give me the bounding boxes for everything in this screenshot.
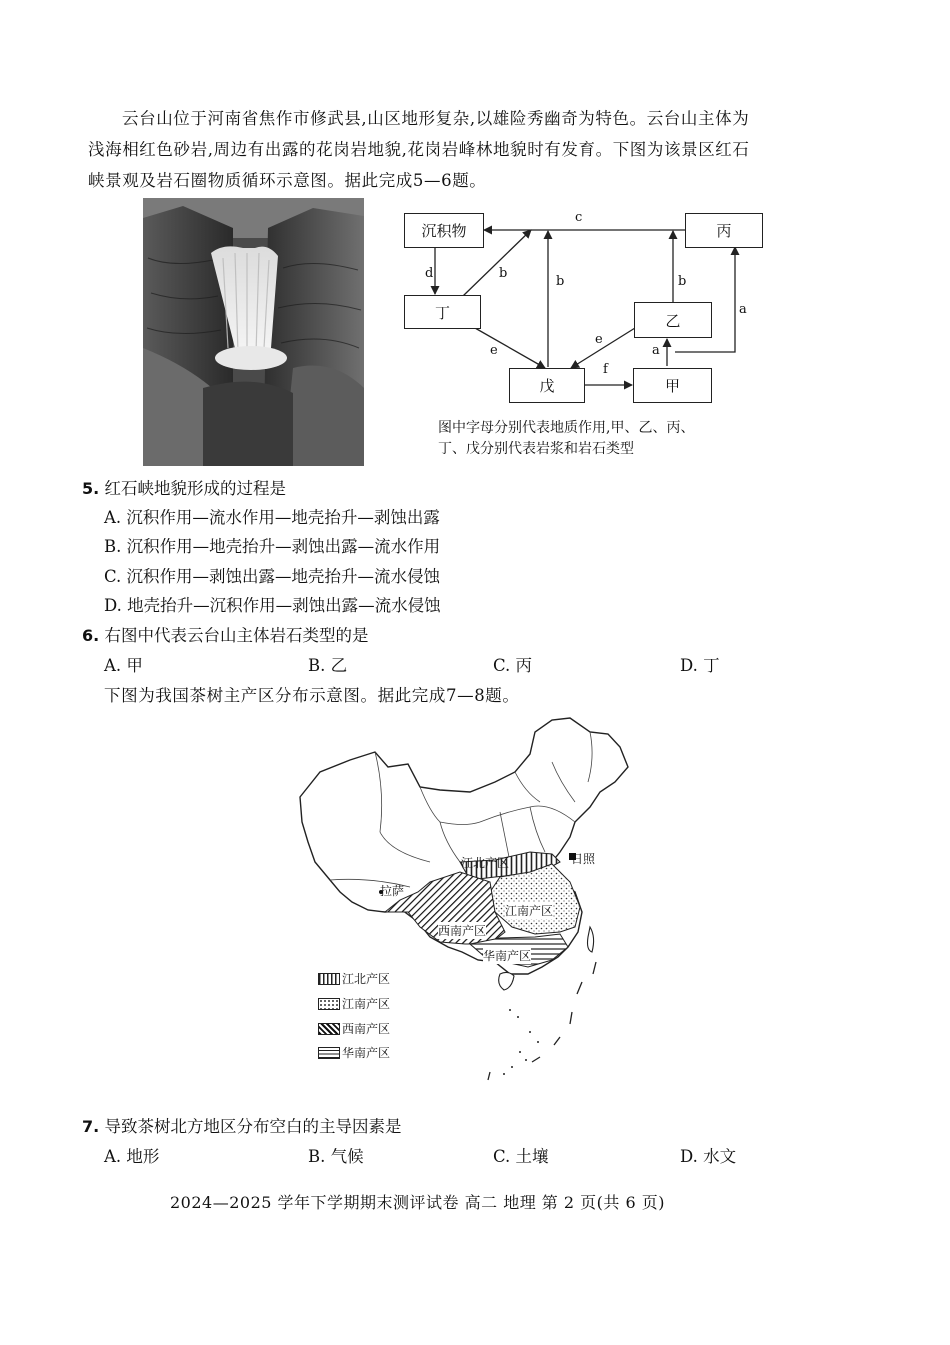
map-label-xinan: 西南产区 — [438, 924, 487, 938]
diagram-caption — [438, 418, 694, 460]
arrow-label-b-3: b — [678, 274, 687, 289]
intro-paragraph — [88, 103, 750, 196]
box-yi: 乙 — [634, 302, 712, 338]
diagram-caption-line-2: 丁、戊分别代表岩浆和岩石类型 — [438, 441, 634, 457]
legend-xinan — [318, 1020, 390, 1037]
legend-label: 江南产区 — [342, 997, 391, 1011]
question-6-stem — [82, 624, 368, 648]
rock-cycle-diagram — [395, 200, 785, 410]
page-footer: 2024—2025 学年下学期期末测评试卷 高二 地理 第 2 页(共 6 页) — [170, 1193, 665, 1212]
question-text: 右图中代表云台山主体岩石类型的是 — [104, 626, 369, 645]
map-label-lasa: 拉萨 — [380, 884, 405, 898]
intro-line-3: 峡景观及岩石圈物质循环示意图。据此完成5—6题。 — [88, 171, 487, 190]
legend-huanan — [318, 1044, 390, 1061]
legend-label: 江北产区 — [342, 972, 391, 986]
q5-option-c: C. 沉积作用—剥蚀出露—地壳抬升—流水侵蚀 — [104, 567, 441, 586]
map-label-huanan: 华南产区 — [483, 949, 532, 963]
q7-option-d: D. 水文 — [680, 1147, 737, 1166]
intro-paragraph-2: 下图为我国茶树主产区分布示意图。据此完成7—8题。 — [104, 686, 520, 705]
arrow-label-e-2: e — [595, 332, 603, 347]
arrow-label-a-1: a — [739, 302, 747, 317]
arrow-label-b-1: b — [499, 266, 508, 281]
map-label-jiangbei: 江北产区 — [461, 856, 510, 870]
q6-option-b: B. 乙 — [308, 656, 348, 675]
q5-option-d: D. 地壳抬升—沉积作用—剥蚀出露—流水侵蚀 — [104, 596, 441, 615]
q6-option-c: C. 丙 — [493, 656, 533, 675]
legend-swatch-vertical — [318, 973, 340, 985]
tea-region-map — [290, 712, 640, 1092]
question-number: 7. — [82, 1117, 100, 1136]
question-text: 红石峡地貌形成的过程是 — [104, 479, 286, 498]
legend-label: 华南产区 — [342, 1046, 391, 1060]
q6-option-d: D. 丁 — [680, 656, 720, 675]
arrow-label-a-2: a — [652, 343, 660, 358]
question-number: 5. — [82, 479, 100, 498]
legend-label: 西南产区 — [342, 1022, 391, 1036]
legend-swatch-diagonal — [318, 1023, 340, 1035]
q7-option-c: C. 土壤 — [493, 1147, 549, 1166]
box-jia: 甲 — [633, 368, 712, 403]
box-bing: 丙 — [685, 213, 763, 248]
arrow-label-c: c — [575, 210, 583, 225]
arrow-label-d: d — [425, 266, 434, 281]
q6-option-a: A. 甲 — [104, 656, 143, 675]
waterfall-photo — [143, 198, 364, 466]
arrow-label-b-2: b — [556, 274, 565, 289]
question-text: 导致茶树北方地区分布空白的主导因素是 — [104, 1117, 402, 1136]
box-wu: 戊 — [509, 368, 585, 403]
q7-option-b: B. 气候 — [308, 1147, 364, 1166]
legend-swatch-dotted — [318, 998, 340, 1010]
box-ding: 丁 — [404, 295, 481, 329]
legend-jiangnan — [318, 995, 390, 1012]
arrow-label-e-1: e — [490, 343, 498, 358]
map-label-rizhao: 日照 — [571, 852, 596, 866]
diagram-caption-line-1: 图中字母分别代表地质作用,甲、乙、丙、 — [438, 420, 695, 436]
box-sediment: 沉积物 — [404, 213, 484, 248]
question-number: 6. — [82, 626, 100, 645]
q5-option-b: B. 沉积作用—地壳抬升—剥蚀出露—流水作用 — [104, 537, 441, 556]
legend-jiangbei — [318, 970, 390, 987]
q5-option-a: A. 沉积作用—流水作用—地壳抬升—剥蚀出露 — [104, 508, 440, 527]
arrow-label-f: f — [603, 362, 608, 377]
legend-swatch-horizontal — [318, 1047, 340, 1059]
intro-line-2: 浅海相红色砂岩,周边有出露的花岗岩地貌,花岗岩峰林地貌时有发育。下图为该景区红石 — [88, 140, 750, 159]
question-5-stem — [82, 477, 286, 501]
q7-option-a: A. 地形 — [104, 1147, 160, 1166]
map-label-jiangnan: 江南产区 — [505, 904, 554, 918]
intro-line-1: 云台山位于河南省焦作市修武县,山区地形复杂,以雄险秀幽奇为特色。云台山主体为 — [122, 109, 750, 128]
question-7-stem — [82, 1115, 401, 1139]
